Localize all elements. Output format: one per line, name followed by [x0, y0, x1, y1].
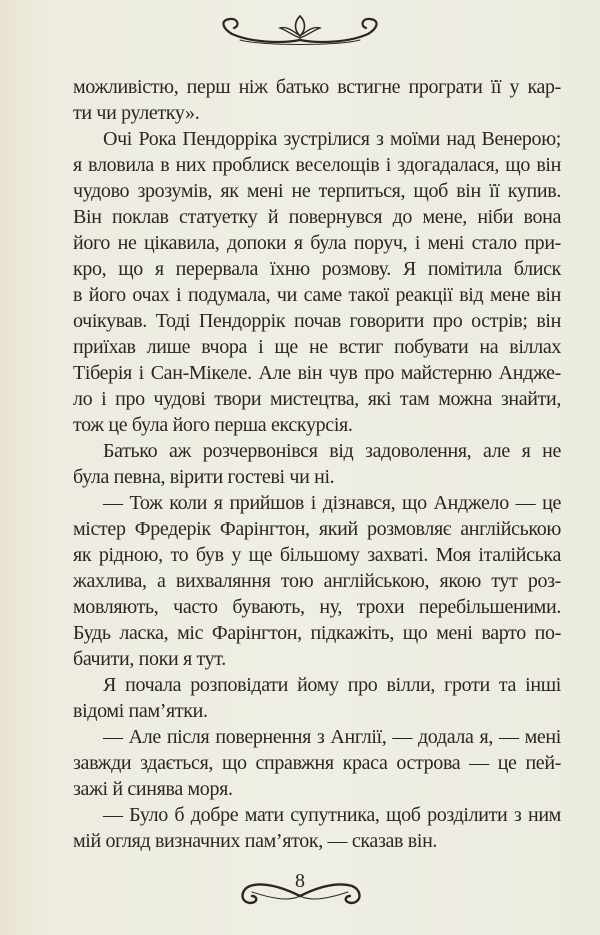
text-line: можливістю, перш ніж батько встигне програти її у кар- [73, 76, 561, 98]
text-line: ти чи рулетку». [73, 102, 200, 124]
text-line: кро, що я перервала їхню розмову. Я помітила блиск [73, 258, 561, 280]
page-body-text [73, 74, 561, 854]
text-line: очікував. Тоді Пендоррік почав говорити про острів; він [73, 310, 561, 332]
text-line: мій огляд визначних пам’яток, — сказав він. [73, 830, 438, 852]
text-line: бачити, поки я тут. [73, 648, 226, 670]
text-line: я вловила в них проблиск веселощів і здогадалася, що він [73, 154, 561, 176]
text-line: зажі й синява моря. [73, 778, 233, 800]
page-number: 8 [295, 870, 305, 892]
text-line: приїхав лише вчора і ще не встиг побувати на віллах [73, 336, 561, 358]
text-line: ло і про чудові твори мистецтва, які там можна знайти, [73, 388, 561, 410]
text-line: — Тож коли я прийшов і дізнався, що Анджело — це [103, 492, 561, 514]
text-line: тож це була його перша екскурсія. [73, 414, 353, 436]
text-line: в його очах і подумала, чи саме такої реакції від мене він [73, 284, 561, 306]
text-line: Тіберія і Сан-Мікеле. Але він чув про майстерню Андже- [73, 362, 561, 384]
text-line: відомі пам’ятки. [73, 700, 208, 722]
text-line: Будь ласка, міс Фарінгтон, підкажіть, що мені варто по- [73, 622, 561, 644]
text-line: Очі Рока Пендорріка зустрілися з моїми над Венерою; [103, 128, 561, 150]
text-line: Я почала розповідати йому про вілли, гроти та інші [103, 674, 561, 696]
bottom-flourish-ornament [0, 872, 600, 912]
text-line: як рідною, то був у ще більшому захваті. Моя італійська [73, 544, 561, 566]
top-flourish-ornament [0, 8, 600, 48]
text-line: жахлива, а вихваляння тою англійською, якою тут роз- [73, 570, 561, 592]
text-line: мовляють, часто бувають, ну, трохи перебільшеними. [73, 596, 561, 618]
text-line: містер Фредерік Фарінгтон, який розмовляє англійською [73, 518, 561, 540]
text-line: була певна, вірити гостеві чи ні. [73, 466, 335, 488]
text-line: — Але після повернення з Англії, — додала я, — мені [103, 726, 561, 748]
text-line: — Було б добре мати супутника, щоб розділити з ним [103, 804, 561, 826]
text-line: Батько аж розчервонівся від задоволення, але я не [103, 440, 561, 462]
text-line: його не цікавила, допоки я була поруч, і мені стало при- [73, 232, 561, 254]
text-line: Він поклав статуетку й повернувся до мене, ніби вона [73, 206, 561, 228]
text-line: чудово зрозумів, як мені не терпиться, щоб він її купив. [73, 180, 561, 202]
text-line: завжди здається, що справжня краса острова — це пей- [73, 752, 561, 774]
